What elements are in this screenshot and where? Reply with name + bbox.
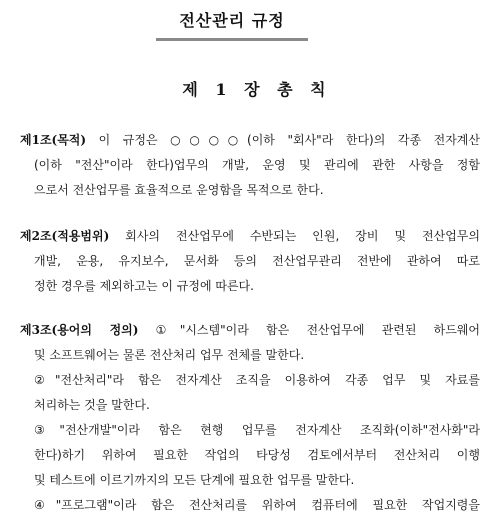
document-title: 전산관리 규정 [179,11,285,30]
article-2-line-3: 정한 경우를 제외하고는 이 규정에 따른다. [34,279,254,293]
article-3-line-6: 한다)하기 위하여 필요한 작업의 타당성 검토에서부터 전산처리 이행 [34,448,480,462]
article-1-line-2: (이하 "전산"이라 한다)업무의 개발, 운영 및 관리에 관한 사항을 정함 [34,158,480,172]
article-3-heading: 제3조(용어의 정의) [20,323,139,337]
article-3-line-4: 처리하는 것을 말한다. [34,398,150,412]
article-2-text-1: 회사의 전산업무에 수반되는 인원, 장비 및 전산업무의 [109,229,480,243]
article-1-line-1 [20,128,480,153]
chapter-heading: 제 1 장 총 칙 [182,80,326,99]
article-1-text-1: 이 규정은 ○○○○(이하 "회사"라 한다)의 각종 전자계산 [86,133,480,147]
article-3-line-3: ②"전산처리"라 함은 전자계산 조직을 이용하여 각종 업무 및 자료를 [34,373,480,387]
article-2-line-1 [20,224,480,249]
article-2-heading: 제2조(적용범위) [20,229,110,243]
article-3-line-2: 및 소프트웨어는 물론 전산처리 업무 전체를 말한다. [34,348,305,362]
article-3-line-5: ③"전산개발"이라 함은 현행 업무를 전자계산 조직화(이하"전사화"라 [34,423,480,437]
article-3-line-7: 및 테스트에 이르기까지의 모든 단계에 필요한 업무를 말한다. [34,473,355,487]
article-3-line-1 [20,318,480,343]
article-3-line-8: ④"프로그램"이라 함은 전산처리를 위하여 컴퓨터에 필요한 작업지령을 [34,498,480,512]
article-2-line-2: 개발, 운용, 유지보수, 문서화 등의 전산업무관리 전반에 관하여 따로 [34,254,480,268]
title-underline [156,38,308,41]
article-3-text-1: ①"시스템"이라 함은 전산업무에 관련된 하드웨어 [138,323,480,337]
article-1 [20,128,480,203]
article-1-heading: 제1조(목적) [20,133,87,147]
article-1-line-3: 으로서 전산업무를 효율적으로 운영함을 목적으로 한다. [34,183,324,197]
article-2 [20,224,480,299]
article-3 [20,318,480,518]
